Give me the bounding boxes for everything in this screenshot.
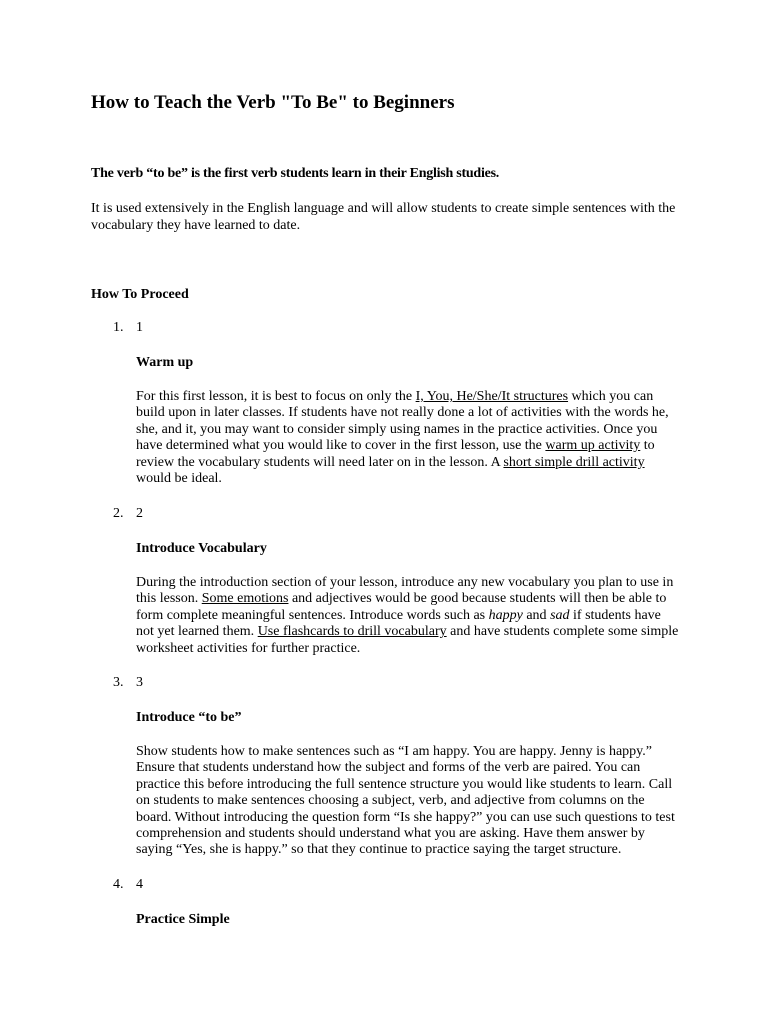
step-1-title: Warm up bbox=[136, 355, 194, 370]
word-sad: sad bbox=[550, 607, 570, 623]
step-1-number-text: 1 bbox=[136, 320, 143, 335]
step-3-body: Show students how to make sentences such as “I am happy. You are happy. Jenny is happy.” Ensure that students understand how the subject and forms of the verb are paired. You can practice this before introducing the full sentence structure you would like students to learn. Call on students to make sentences choosing a subject, verb, and adjective from columns on the board. Without introducing the question form “Is she happy?” you can use such questions to test comprehension and students should understand what you are asking. Have them answer by saying “Yes, she is happy.” so that they continue to practice saying the target structure. bbox=[136, 744, 675, 858]
step-3-title: Introduce “to be” bbox=[136, 710, 242, 725]
link-warm-up-activity[interactable]: warm up activity bbox=[545, 438, 641, 454]
link-some-emotions[interactable]: Some emotions bbox=[201, 591, 289, 607]
step-4-marker: 4. bbox=[113, 877, 124, 892]
word-happy: happy bbox=[488, 607, 523, 623]
step-1-body: For this first lesson, it is best to focus on only the I, You, He/She/It structures which you can build upon in later classes. If students have not really done a lot of activities with the words he, she, and it, you may want to consider simply using names in the practice activities. Once you have determined what you would like to cover in the first lesson, use the warm up activity to review the vocabulary students will need later on in the lesson. A short simple drill activity would be ideal. bbox=[136, 389, 669, 487]
step-4-number bbox=[113, 877, 143, 893]
step-2-title: Introduce Vocabulary bbox=[136, 541, 267, 556]
step-4-title: Practice Simple bbox=[136, 912, 230, 927]
step-2-marker: 2. bbox=[113, 506, 124, 521]
step-2-body: During the introduction section of your lesson, introduce any new vocabulary you plan to use in this lesson. Some emotions and adjectives would be good because students will then be able to form complete meaningful sentences. Introduce words such as happy and sad if students have not yet learned them. Use flashcards to drill vocabulary and have students complete some simple worksheet activities for further practice. bbox=[136, 575, 679, 656]
page-title: How to Teach the Verb "To Be" to Beginners bbox=[91, 92, 455, 113]
step-2-number bbox=[113, 506, 143, 522]
step-3-marker: 3. bbox=[113, 675, 124, 690]
step-1-number bbox=[113, 320, 143, 336]
step-2-number-text: 2 bbox=[136, 506, 143, 521]
step-4-number-text: 4 bbox=[136, 877, 143, 892]
step-1-marker: 1. bbox=[113, 320, 124, 335]
link-use-flashcards[interactable]: Use flashcards to drill vocabulary bbox=[257, 624, 447, 640]
intro-paragraph: It is used extensively in the English language and will allow students to create simple sentences with the vocabulary they have learned to date. bbox=[91, 201, 676, 233]
link-short-simple-drill-activity[interactable]: short simple drill activity bbox=[503, 454, 645, 470]
section-heading: How To Proceed bbox=[91, 287, 189, 302]
step-3-number bbox=[113, 675, 143, 691]
step-3-number-text: 3 bbox=[136, 675, 143, 690]
lead-sentence: The verb “to be” is the first verb students learn in their English studies. bbox=[91, 166, 500, 181]
link-i-you-structures[interactable]: I, You, He/She/It structures bbox=[415, 389, 569, 404]
